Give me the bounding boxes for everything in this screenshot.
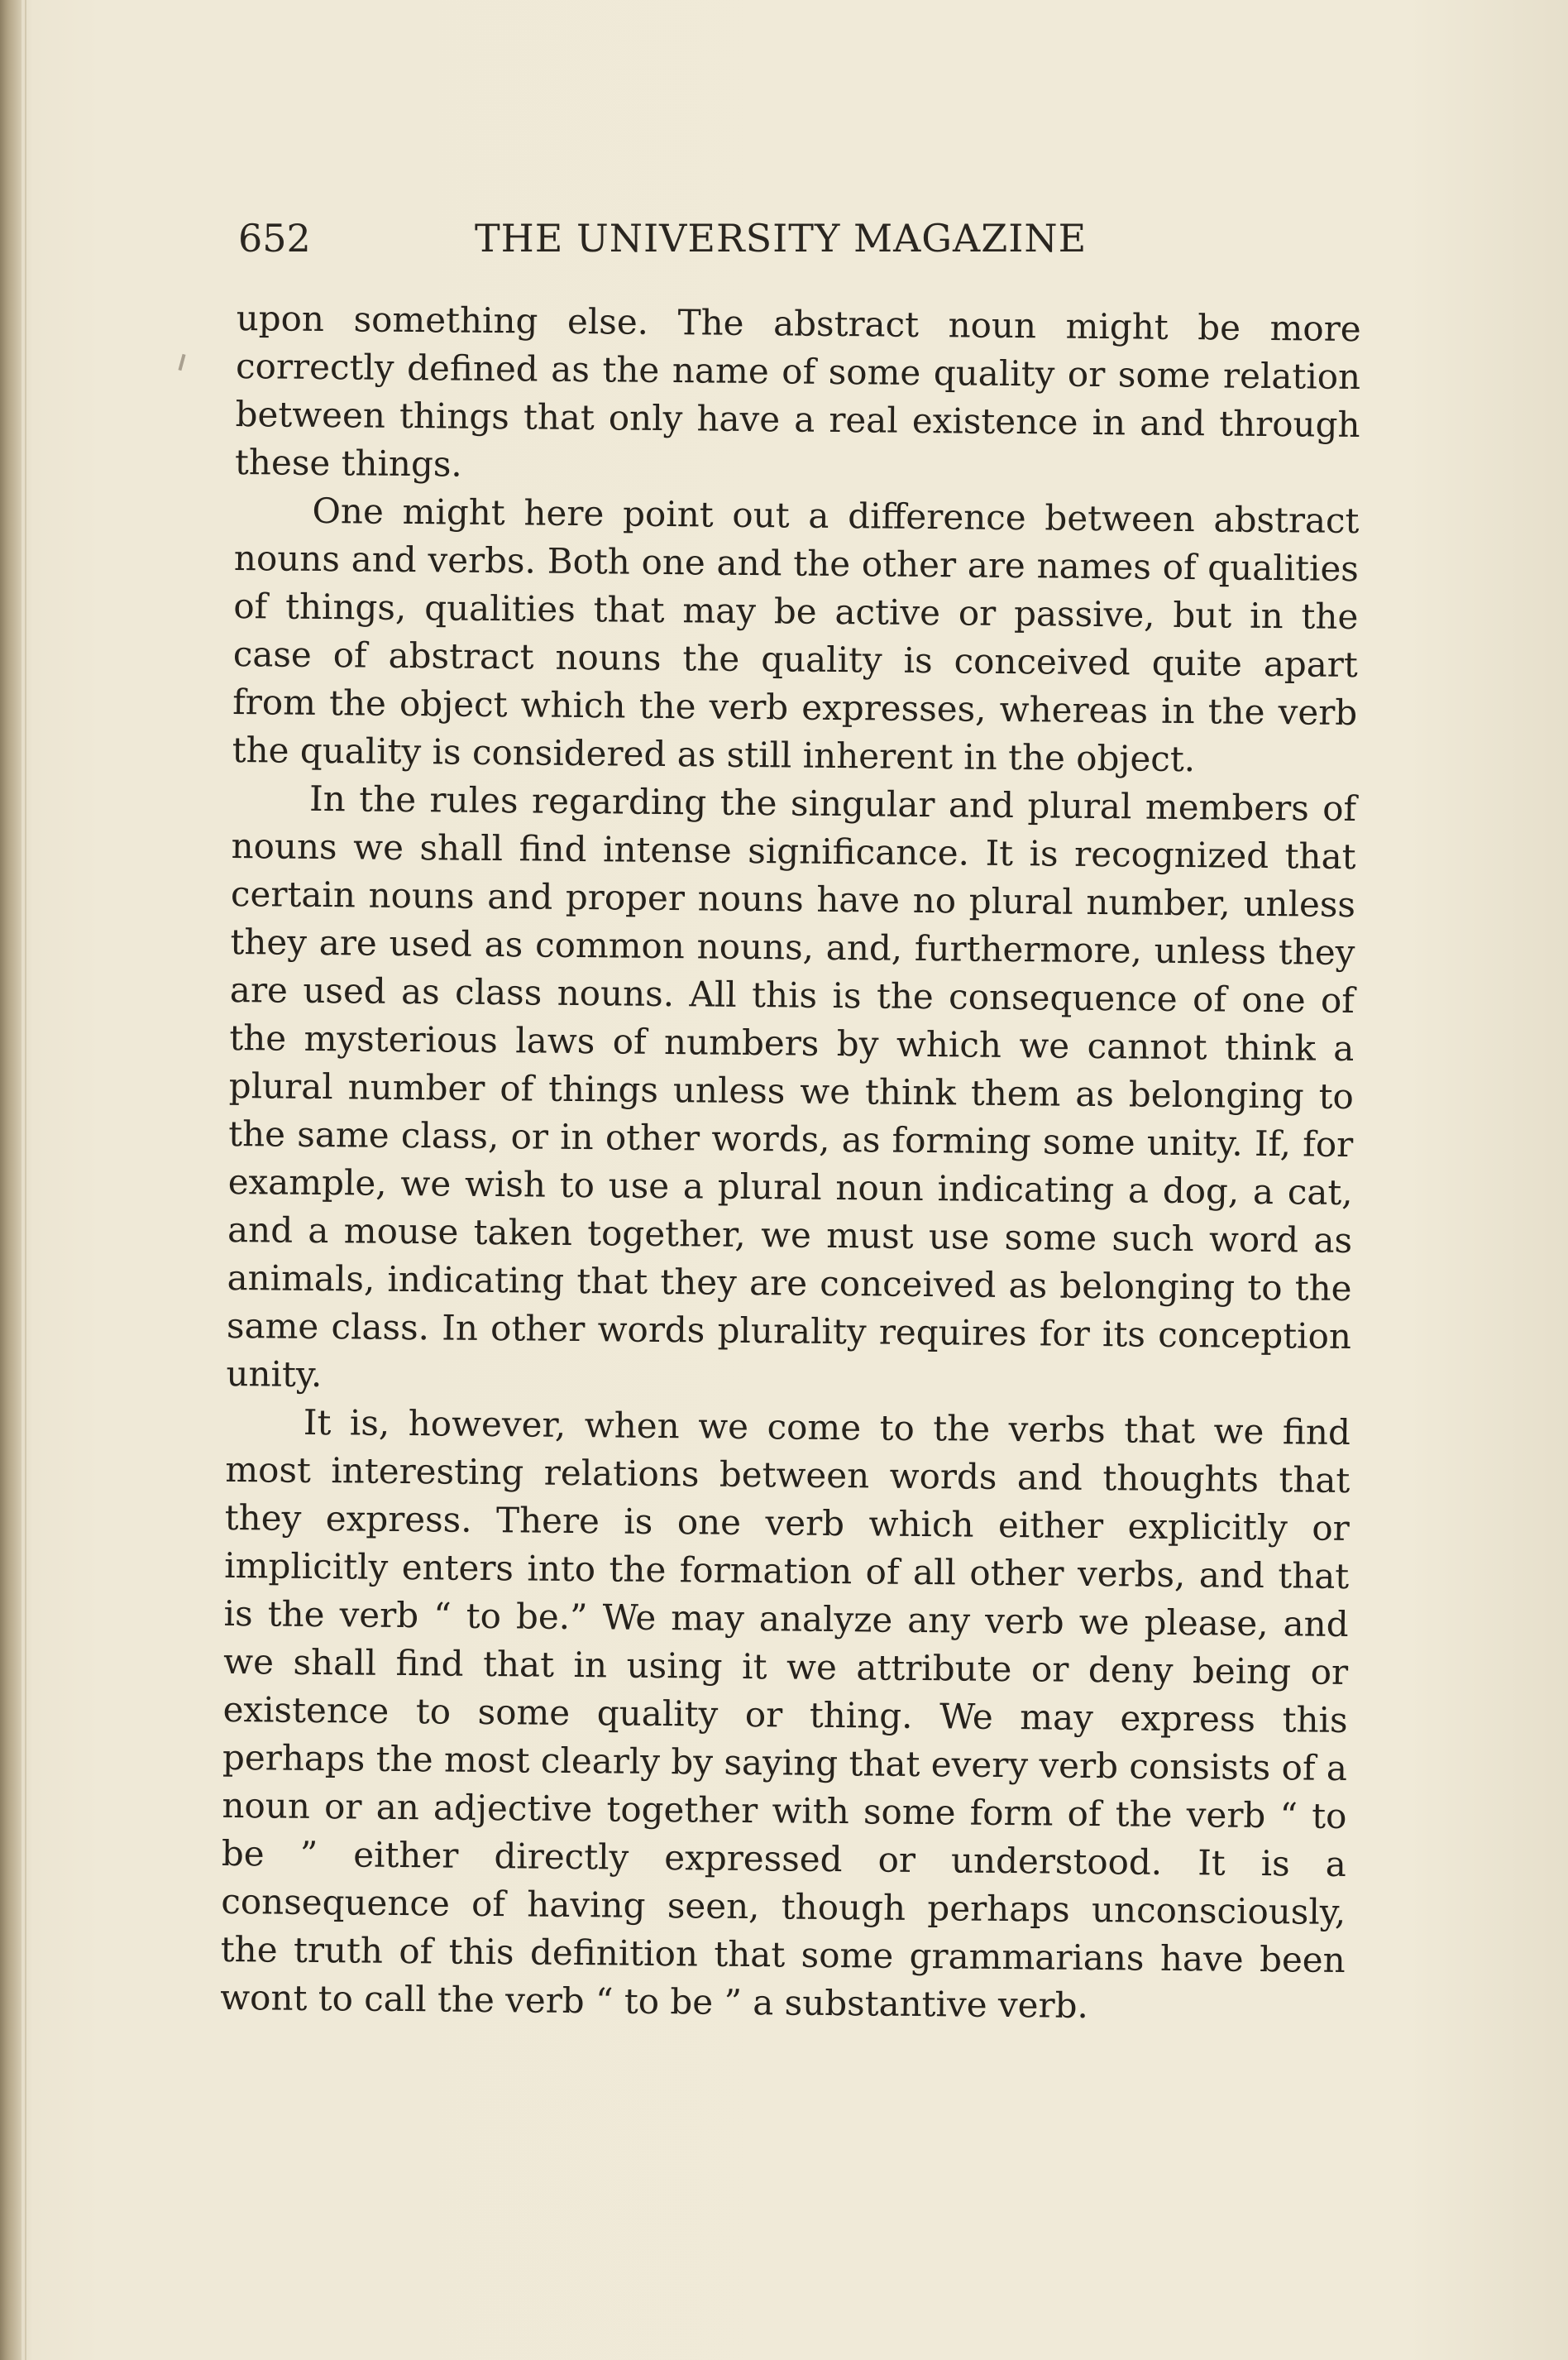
paragraph-2: One might here point out a difference between abstract nouns and verbs. Both one and the other are names of qualities of things, qualities that may be active or passive, but in the case of abstract nouns the quality is conceived quite apart from the object which the verb expresses, whereas in the verb the quality is considered as still inherent in the object. [232,490,1360,780]
page-binding-edge [0,0,22,2360]
running-title: THE UNIVERSITY MAGAZINE [475,216,1088,261]
body-text [220,294,1361,2032]
stray-ink-mark [178,354,185,371]
paragraph-4: It is, however, when we come to the verbs that we find most interesting relations between words and thoughts that they express. There is one verb which either explicitly or implicitly enters into the formation of all other verbs, and that is the verb “ to be.” We may analyze any verb we please, and we shall find that in using it we attribute or deny being or existence to some quality or thing. We may express this perhaps the most clearly by saying that every verb consists of a noun or an adjective together with some form of the verb “ to be ” either directly expressed or understood. It is a consequence of having seen, though perhaps unconsciously, the truth of this definition that some grammarians have been wont to call the verb “ to be ” a substantive verb. [220,1401,1351,2026]
paragraph-1: upon something else. The abstract noun might be more correctly defined as the name of some quality or some relation between things that only have a real existence in and through these things. [234,297,1361,485]
running-header [238,213,1115,263]
page-number: 652 [238,216,311,261]
page-edge-line [25,0,26,2360]
paragraph-3: In the rules regarding the singular and plural members of nouns we shall find intense significance. It is recognized that certain nouns and proper nouns have no plural number, unless they are used as common nouns, and, furthermore, unless they are used as class nouns. All this is the consequence of one of the mysterious laws of numbers by which we cannot think a plural number of things unless we think them as belonging to the same class, or in other words, as forming some unity. If, for example, we wish to use a plural noun indicating a dog, a cat, and a mouse taken together, we must use some such word as animals, indicating that they are conceived as belonging to the same class. In other words plurality requires for its conception unity. [226,778,1357,1395]
